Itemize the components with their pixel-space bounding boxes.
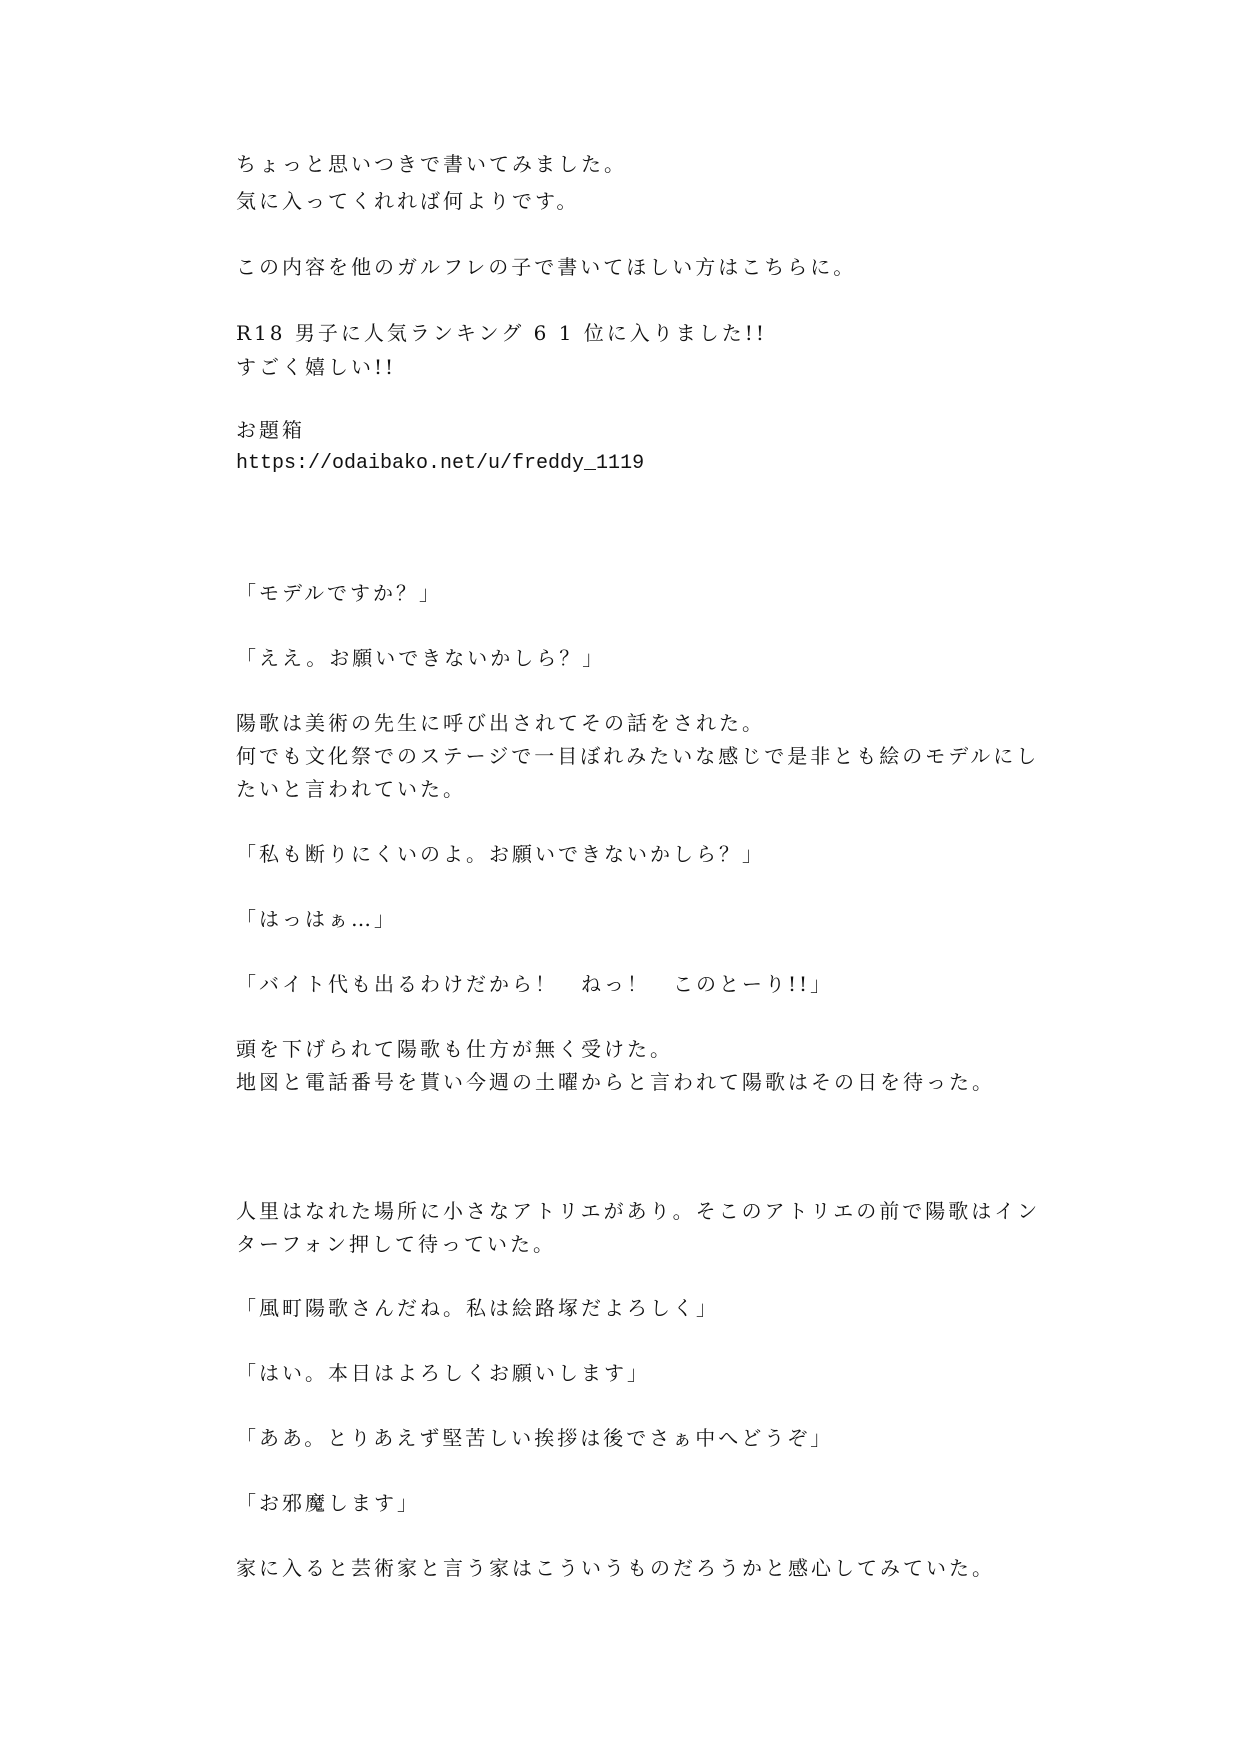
story-line: 「風町陽歌さんだね。私は絵路塚だよろしく」 bbox=[236, 1296, 719, 1320]
story-line: 「バイト代も出るわけだから！ ねっ！ このとーり!!」 bbox=[236, 972, 834, 996]
story-line: 「私も断りにくいのよ。お願いできないかしら？」 bbox=[236, 842, 765, 866]
story-line: 頭を下げられて陽歌も仕方が無く受けた。 bbox=[236, 1037, 673, 1061]
intro-line-1: ちょっと思いつきで書いてみました。 bbox=[236, 152, 627, 176]
story-line: 人里はなれた場所に小さなアトリエがあり。そこのアトリエの前で陽歌はイン bbox=[236, 1199, 1041, 1223]
story-line: 陽歌は美術の先生に呼び出されてその話をされた。 bbox=[236, 711, 765, 735]
story-line: 地図と電話番号を貰い今週の土曜からと言われて陽歌はその日を待った。 bbox=[236, 1070, 995, 1094]
intro-line-4: R18 男子に人気ランキング 6 1 位に入りました!! bbox=[236, 321, 767, 345]
story-line: 「はい。本日はよろしくお願いします」 bbox=[236, 1361, 650, 1385]
odaibako-link[interactable]: https://odaibako.net/u/freddy_1119 bbox=[236, 452, 645, 475]
story-line: ターフォン押して待っていた。 bbox=[236, 1232, 556, 1256]
intro-line-3: この内容を他のガルフレの子で書いてほしい方はこちらに。 bbox=[236, 255, 857, 279]
story-line: 「ああ。とりあえず堅苦しい挨拶は後でさぁ中へどうぞ」 bbox=[236, 1426, 834, 1450]
story-line: たいと言われていた。 bbox=[236, 777, 466, 801]
story-line: 「モデルですか？」 bbox=[236, 581, 442, 605]
story-line: 「ええ。お願いできないかしら？」 bbox=[236, 646, 606, 670]
story-line: 家に入ると芸術家と言う家はこういうものだろうかと感心してみていた。 bbox=[236, 1556, 995, 1580]
story-line: 何でも文化祭でのステージで一目ぼれみたいな感じで是非とも絵のモデルにし bbox=[236, 744, 1040, 768]
story-line: 「お邪魔します」 bbox=[236, 1491, 420, 1515]
story-line: 「はっはぁ…」 bbox=[236, 907, 397, 931]
intro-line-5: すごく嬉しい!! bbox=[236, 355, 397, 379]
box-label: お題箱 bbox=[236, 418, 305, 442]
intro-line-2: 気に入ってくれれば何よりです。 bbox=[236, 189, 580, 213]
